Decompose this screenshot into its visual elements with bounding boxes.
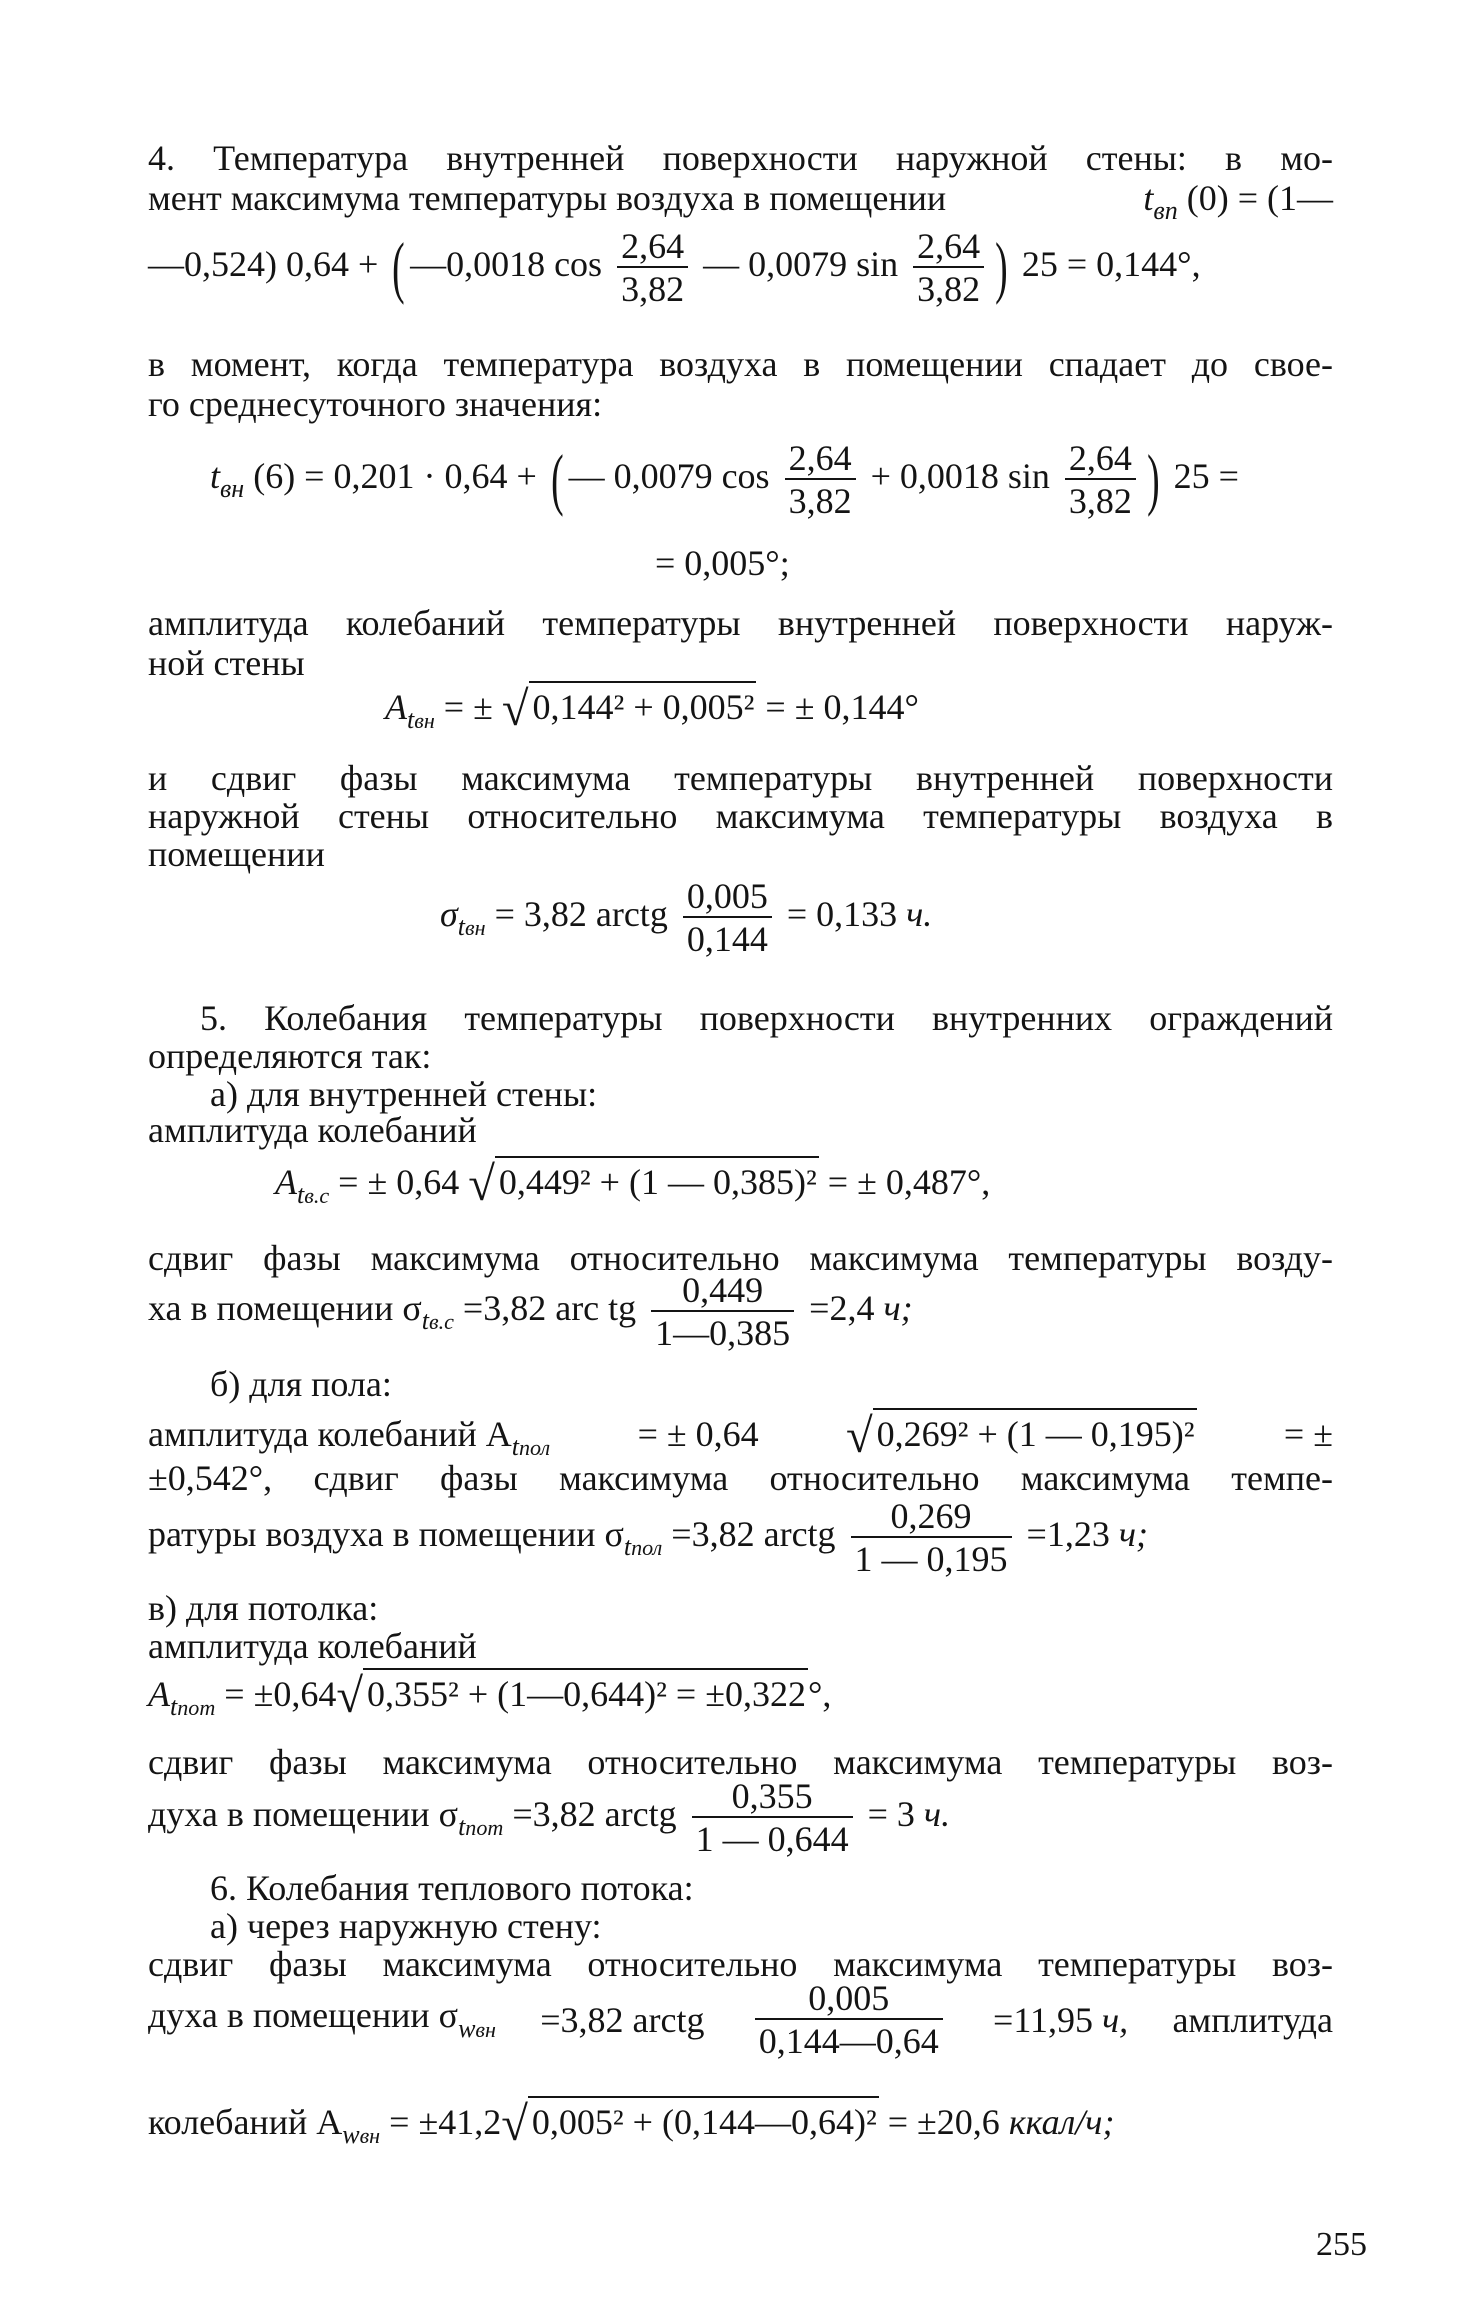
p4-line-5: амплитуда колебаний температуры внутренней поверхности наруж- [148, 603, 1333, 643]
p5-c-amplitude-label: амплитуда колебаний [148, 1626, 477, 1666]
p5-c-shift-line-2: духа в помещении $\sigma_{tпот} =3,82$ arctg $\frac{0,355}{1 — 0,644}$ = 3 ч. [148, 1776, 951, 1859]
fraction-p6: $\frac{0,005}{0,144—0,64}$ [755, 1980, 943, 2059]
fraction-b: $\frac{0,269}{1 — 0,195}$ [851, 1498, 1012, 1577]
p4-line-1: 4. Температура внутренней поверхности наружной стены: в мо- [148, 138, 1333, 178]
equation-amplitude-t-vs: $A_{tв.с}$ = ± 0,64 √ 0,449² + (1 — 0,385)² = ± 0,487°, [275, 1157, 991, 1211]
fraction-eq2-a: $\frac{2,64}{3,82}$ [785, 440, 856, 519]
p5-a-heading: а) для внутренней стены: [210, 1074, 598, 1114]
equation-t-vn-6-cont: = 0,005°; [655, 543, 790, 583]
p4-line-2 [148, 180, 1333, 224]
sqrt-sign: √ 0,355² + (1—0,644)² = ±0,322 [336, 1669, 806, 1723]
fraction-c: $\frac{0,355}{1 — 0,644}$ [692, 1778, 853, 1857]
equation-amplitude-t-pot: $A_{tпот} = \pm 0,64√$ 0,355² + (1—0,644)² = ±0,322°, [148, 1669, 832, 1723]
p4-line-4: го среднесуточного значения: [148, 384, 603, 424]
p5-b-line-2: ±0,542°, сдвиг фазы максимума относительно максимума темпе- [148, 1458, 1333, 1498]
fraction-2-64-3-82: $\frac{2,64}{3,82}$ [617, 228, 688, 307]
sqrt-sign: √ 0,269² + (1 — 0,195)² [846, 1409, 1195, 1463]
equation-t-vn-6: $t_{вн}$ (6) = 0,201 · 0,64 + ( — 0,0079 cos $\frac{2,64}{3,82}$ + 0,0018 sin $\frac{2,64}{3,82}$ ) 25 = [210, 438, 1239, 521]
equation-t-vp: —0,524) 0,64 + ( —0,0018 cos $\frac{2,64}{3,82}$ — 0,0079 sin $\frac{2,64}{3,82}$ ) 25 = 0,144°, [148, 226, 1201, 309]
equation-phase-shift-t-vn: $\sigma_{tвн} = 3,82$ arctg $\frac{0,005}{0,144}$ = 0,133 ч. [440, 876, 933, 959]
fraction-a: $\frac{0,449}{1—0,385}$ [651, 1272, 794, 1351]
p6-line-1: 6. Колебания теплового потока: [210, 1868, 694, 1908]
fraction-eq2-b: $\frac{2,64}{3,82}$ [1065, 440, 1136, 519]
p5-line-1: 5. Колебания температуры поверхности внутренних ограждений [200, 998, 1333, 1038]
p4-line-6: ной стены [148, 643, 305, 683]
p5-b-heading: б) для пола: [210, 1364, 392, 1404]
p4-line-3: в момент, когда температура воздуха в помещении спадает до свое- [148, 344, 1333, 384]
p5-b-line-3: ратуры воздуха в помещении $\sigma_{tпол} =3,82$ arctg $\frac{0,269}{1 — 0,195}$ =1,23 ч; [148, 1496, 1149, 1579]
sqrt-sign: √ 0,449² + (1 — 0,385)² [468, 1157, 817, 1211]
p4-line-7: и сдвиг фазы максимума температуры внутренней поверхности [148, 758, 1333, 798]
p6-amplitude-line: колебаний $A_{wвн} = \pm 41,2√$ 0,005² + (0,144—0,64)² = ±20,6 ккал/ч; [148, 2097, 1115, 2151]
p5-a-shift-line-1: сдвиг фазы максимума относительно максимума температуры возду- [148, 1238, 1333, 1278]
p4-line-8: наружной стены относительно максимума температуры воздуха в [148, 796, 1333, 836]
p5-b-line-1: амплитуда колебаний $A_{tпол}$ = ± 0,64 √ 0,269² + (1 — 0,195)² = ± [148, 1409, 1333, 1463]
p5-c-shift-line-1: сдвиг фазы максимума относительно максимума температуры воз- [148, 1742, 1333, 1782]
page-number: 255 [1316, 2226, 1367, 2263]
p4-line-2-text: мент максимума температуры воздуха в помещении [148, 178, 947, 218]
p6-a-heading: а) через наружную стену: [210, 1906, 602, 1946]
equation-amplitude-t-vn: $A_{tвн}$ = ± √ 0,144² + 0,005² = ± 0,144° [385, 682, 919, 736]
sqrt-sign: √ 0,005² + (0,144—0,64)² [501, 2097, 877, 2151]
p4-line-2-eq: $t_{вп}$ (0) = (1— [1143, 178, 1333, 226]
p6-shift-line-2: духа в помещении $\sigma_{wвн}$ =3,82 arctg $\frac{0,005}{0,144—0,64}$ =11,95 ч, амплитуда [148, 1978, 1333, 2061]
p5-a-amplitude-label: амплитуда колебаний [148, 1110, 477, 1150]
p5-a-shift-line-2: ха в помещении $\sigma_{tв.с} =3,82$ arc tg $\frac{0,449}{1—0,385}$ =2,4 ч; [148, 1270, 913, 1353]
fraction-2-64-3-82-b: $\frac{2,64}{3,82}$ [913, 228, 984, 307]
p4-line-9: помещении [148, 834, 325, 874]
p5-line-2: определяются так: [148, 1036, 432, 1076]
sqrt-sign: √ 0,144² + 0,005² [501, 682, 755, 736]
p5-c-heading: в) для потолка: [148, 1588, 379, 1628]
p6-shift-line-1: сдвиг фазы максимума относительно максимума температуры воз- [148, 1944, 1333, 1984]
fraction-eq4: $\frac{0,005}{0,144}$ [683, 878, 772, 957]
